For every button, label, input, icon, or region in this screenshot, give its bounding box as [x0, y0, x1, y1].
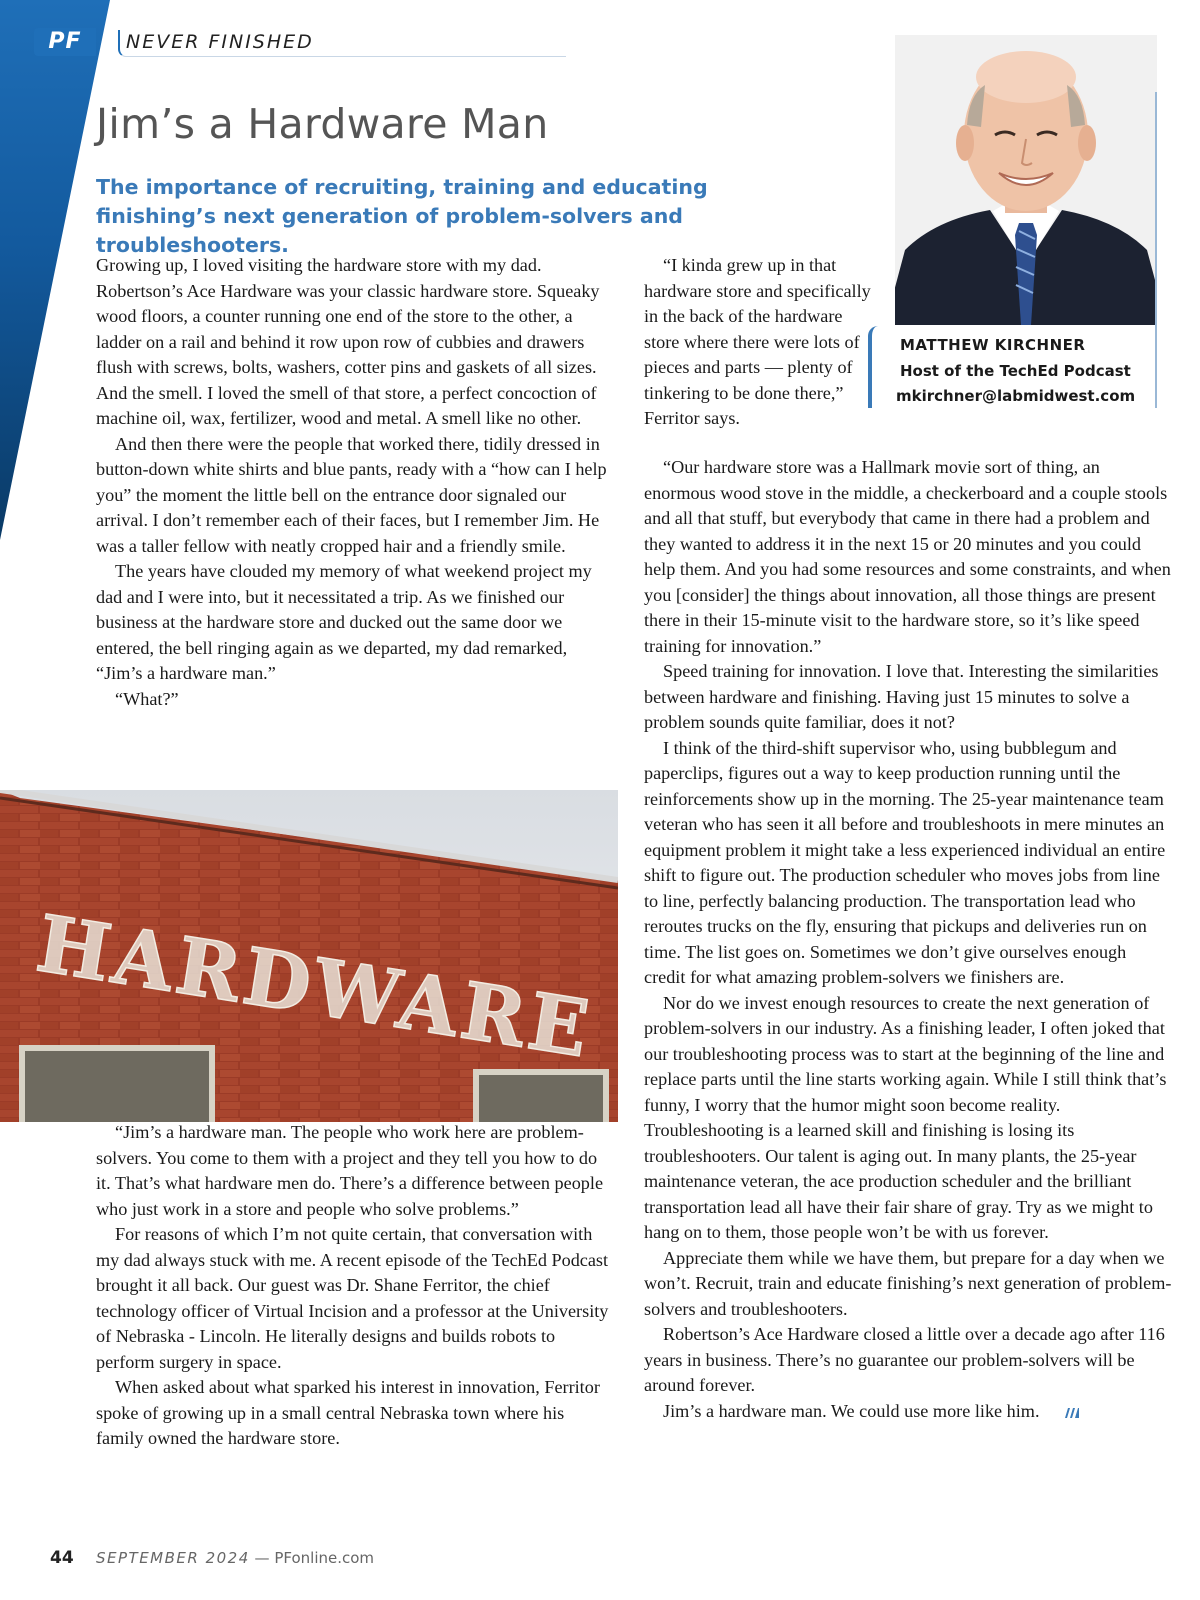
paragraph: When asked about what sparked his interest in innovation, Ferritor spoke of growing up in a small central Nebraska town where his family owned the hardware store.: [96, 1377, 600, 1448]
article-subtitle: The importance of recruiting, training and educating finishing’s next generation of problem-solvers and troubleshooters.: [96, 175, 708, 257]
body-column-right-narrow: [644, 253, 876, 432]
footer-info: [96, 1549, 374, 1567]
closing-line: Jim’s a hardware man. We could use more like him.: [663, 1400, 1040, 1421]
paragraph: Robertson’s Ace Hardware closed a little over a decade ago after 116 years in business. There’s no guarantee our problem-solvers will be around forever.: [644, 1324, 1165, 1395]
hardware-sign-text: HARDWARE: [30, 898, 605, 1077]
section-label: NEVER FINISHED: [118, 30, 566, 57]
site-link[interactable]: PFonline.com: [274, 1549, 375, 1567]
paragraph: I think of the third-shift supervisor who, using bubblegum and paperclips, figures out a way to keep production running until the reinforcements show up in the morning. The 25-year maintenance team veteran who has seen it all before and troubleshoots in mere minutes an equipment problem it might take a less experienced individual an entire shift to figure out. The production scheduler who moves jobs from line to line, perfectly balancing production. The transportation lead who reroutes trucks on the fly, ensuring that pickups and deliveries run on time. The list goes on. Sometimes we don’t give ourselves enough credit for what amazing problem-solvers we finishers are.: [644, 737, 1166, 987]
hardware-sign-illustration: [0, 790, 618, 1122]
pf-logo: PF: [34, 28, 96, 56]
paragraph: Growing up, I loved visiting the hardware store with my dad. Robertson’s Ace Hardware was your classic hardware store. Squeaky wood floors, a counter running one end of the store to the other, a ladder on a rail and behind it row upon row of cubbies and drawers flush with screws, bolts, washers, cotter pins and gaskets of all sizes. And the smell. I loved the smell of that store, a perfect concoction of machine oil, wax, fertilizer, wood and metal. A smell like no other.: [96, 255, 600, 428]
decorative-blue-bar: [0, 0, 110, 540]
hardware-sign-photo: [0, 790, 618, 1122]
paragraph: Speed training for innovation. I love that. Interesting the similarities between hardware and finishing. Having just 15 minutes to solve a problem sounds quite familiar, does it not?: [644, 661, 1159, 732]
paragraph: “Jim’s a hardware man. The people who work here are problem-solvers. You come to them with a project and they tell you how to do it. That’s what hardware men do. There’s a difference between people who just work in a store and people who solve problems.”: [96, 1122, 604, 1219]
paragraph: “I kinda grew up in that hardware store and specifically in the back of the hardware store where there were lots of pieces and parts — plenty of tinkering to be done there,” Ferritor says.: [644, 255, 871, 428]
body-column-left-top: [96, 253, 616, 712]
body-column-left-bottom: [96, 1120, 616, 1452]
paragraph: And then there were the people that worked there, tidily dressed in button-down white shirts and blue pants, ready with a “how can I help you” the moment the little bell on the entrance door signaled our arrival. I don’t remember each of their faces, but I remember Jim. He was a taller fellow with neatly cropped hair and a friendly smile.: [96, 433, 607, 556]
author-role: Host of the TechEd Podcast: [900, 362, 1131, 380]
author-email[interactable]: mkirchner@labmidwest.com: [896, 387, 1136, 405]
page-number: 44: [50, 1548, 74, 1568]
paragraph-final: [644, 1399, 1172, 1426]
footer-separator: —: [254, 1549, 270, 1567]
issue-date: SEPTEMBER 2024: [96, 1549, 250, 1567]
author-portrait: [895, 35, 1157, 325]
paragraph: For reasons of which I’m not quite certain, that conversation with my dad always stuck with me. A recent episode of the TechEd Podcast brought it all back. Our guest was Dr. Shane Ferritor, the chief technology officer of Virtual Incision and a professor at the University of Nebraska - Lincoln. He literally designs and builds robots to perform surgery in space.: [96, 1224, 609, 1372]
author-name: MATTHEW KIRCHNER: [900, 336, 1086, 354]
end-mark-icon: [1044, 1400, 1079, 1426]
body-column-right: [644, 455, 1172, 1425]
article-title: Jim’s a Hardware Man: [96, 100, 549, 148]
paragraph: “What?”: [115, 688, 179, 709]
paragraph: The years have clouded my memory of what weekend project my dad and I were into, but it necessitated a trip. As we finished our business at the hardware store and ducked out the same door we entered, the bell ringing again as we departed, my dad remarked, “Jim’s a hardware man.”: [96, 561, 592, 683]
paragraph: Appreciate them while we have them, but prepare for a day when we won’t. Recruit, train and educate finishing’s next generation of problem-solvers and troubleshooters.: [644, 1247, 1172, 1319]
paragraph: “Our hardware store was a Hallmark movie sort of thing, an enormous wood stove in the middle, a checkerboard and a couple stools and all that stuff, but everybody that came in there had a problem and they wanted to address it in the next 15 or 20 minutes and you could help them. And you had some resources and some constraints, and when you [consider] the things about innovation, all those things are present there in their 15-minute visit to the hardware store, so it’s like speed training for innovation.”: [644, 457, 1171, 656]
paragraph: Nor do we invest enough resources to create the next generation of problem-solvers in our industry. As a finishing leader, I often joked that our troubleshooting process was to start at the beginning of the line and replace parts until the line starts working again. While I still think that’s funny, I worry that the humor might soon become reality. Troubleshooting is a learned skill and finishing is losing its troubleshooters. Our talent is aging out. In many plants, the 25-year maintenance veteran, the ace production scheduler and the brilliant transportation lead all have their fair share of gray. Try as we might to hang on to them, those people won’t be with us forever.: [644, 992, 1167, 1242]
author-portrait-illustration: [895, 35, 1157, 325]
